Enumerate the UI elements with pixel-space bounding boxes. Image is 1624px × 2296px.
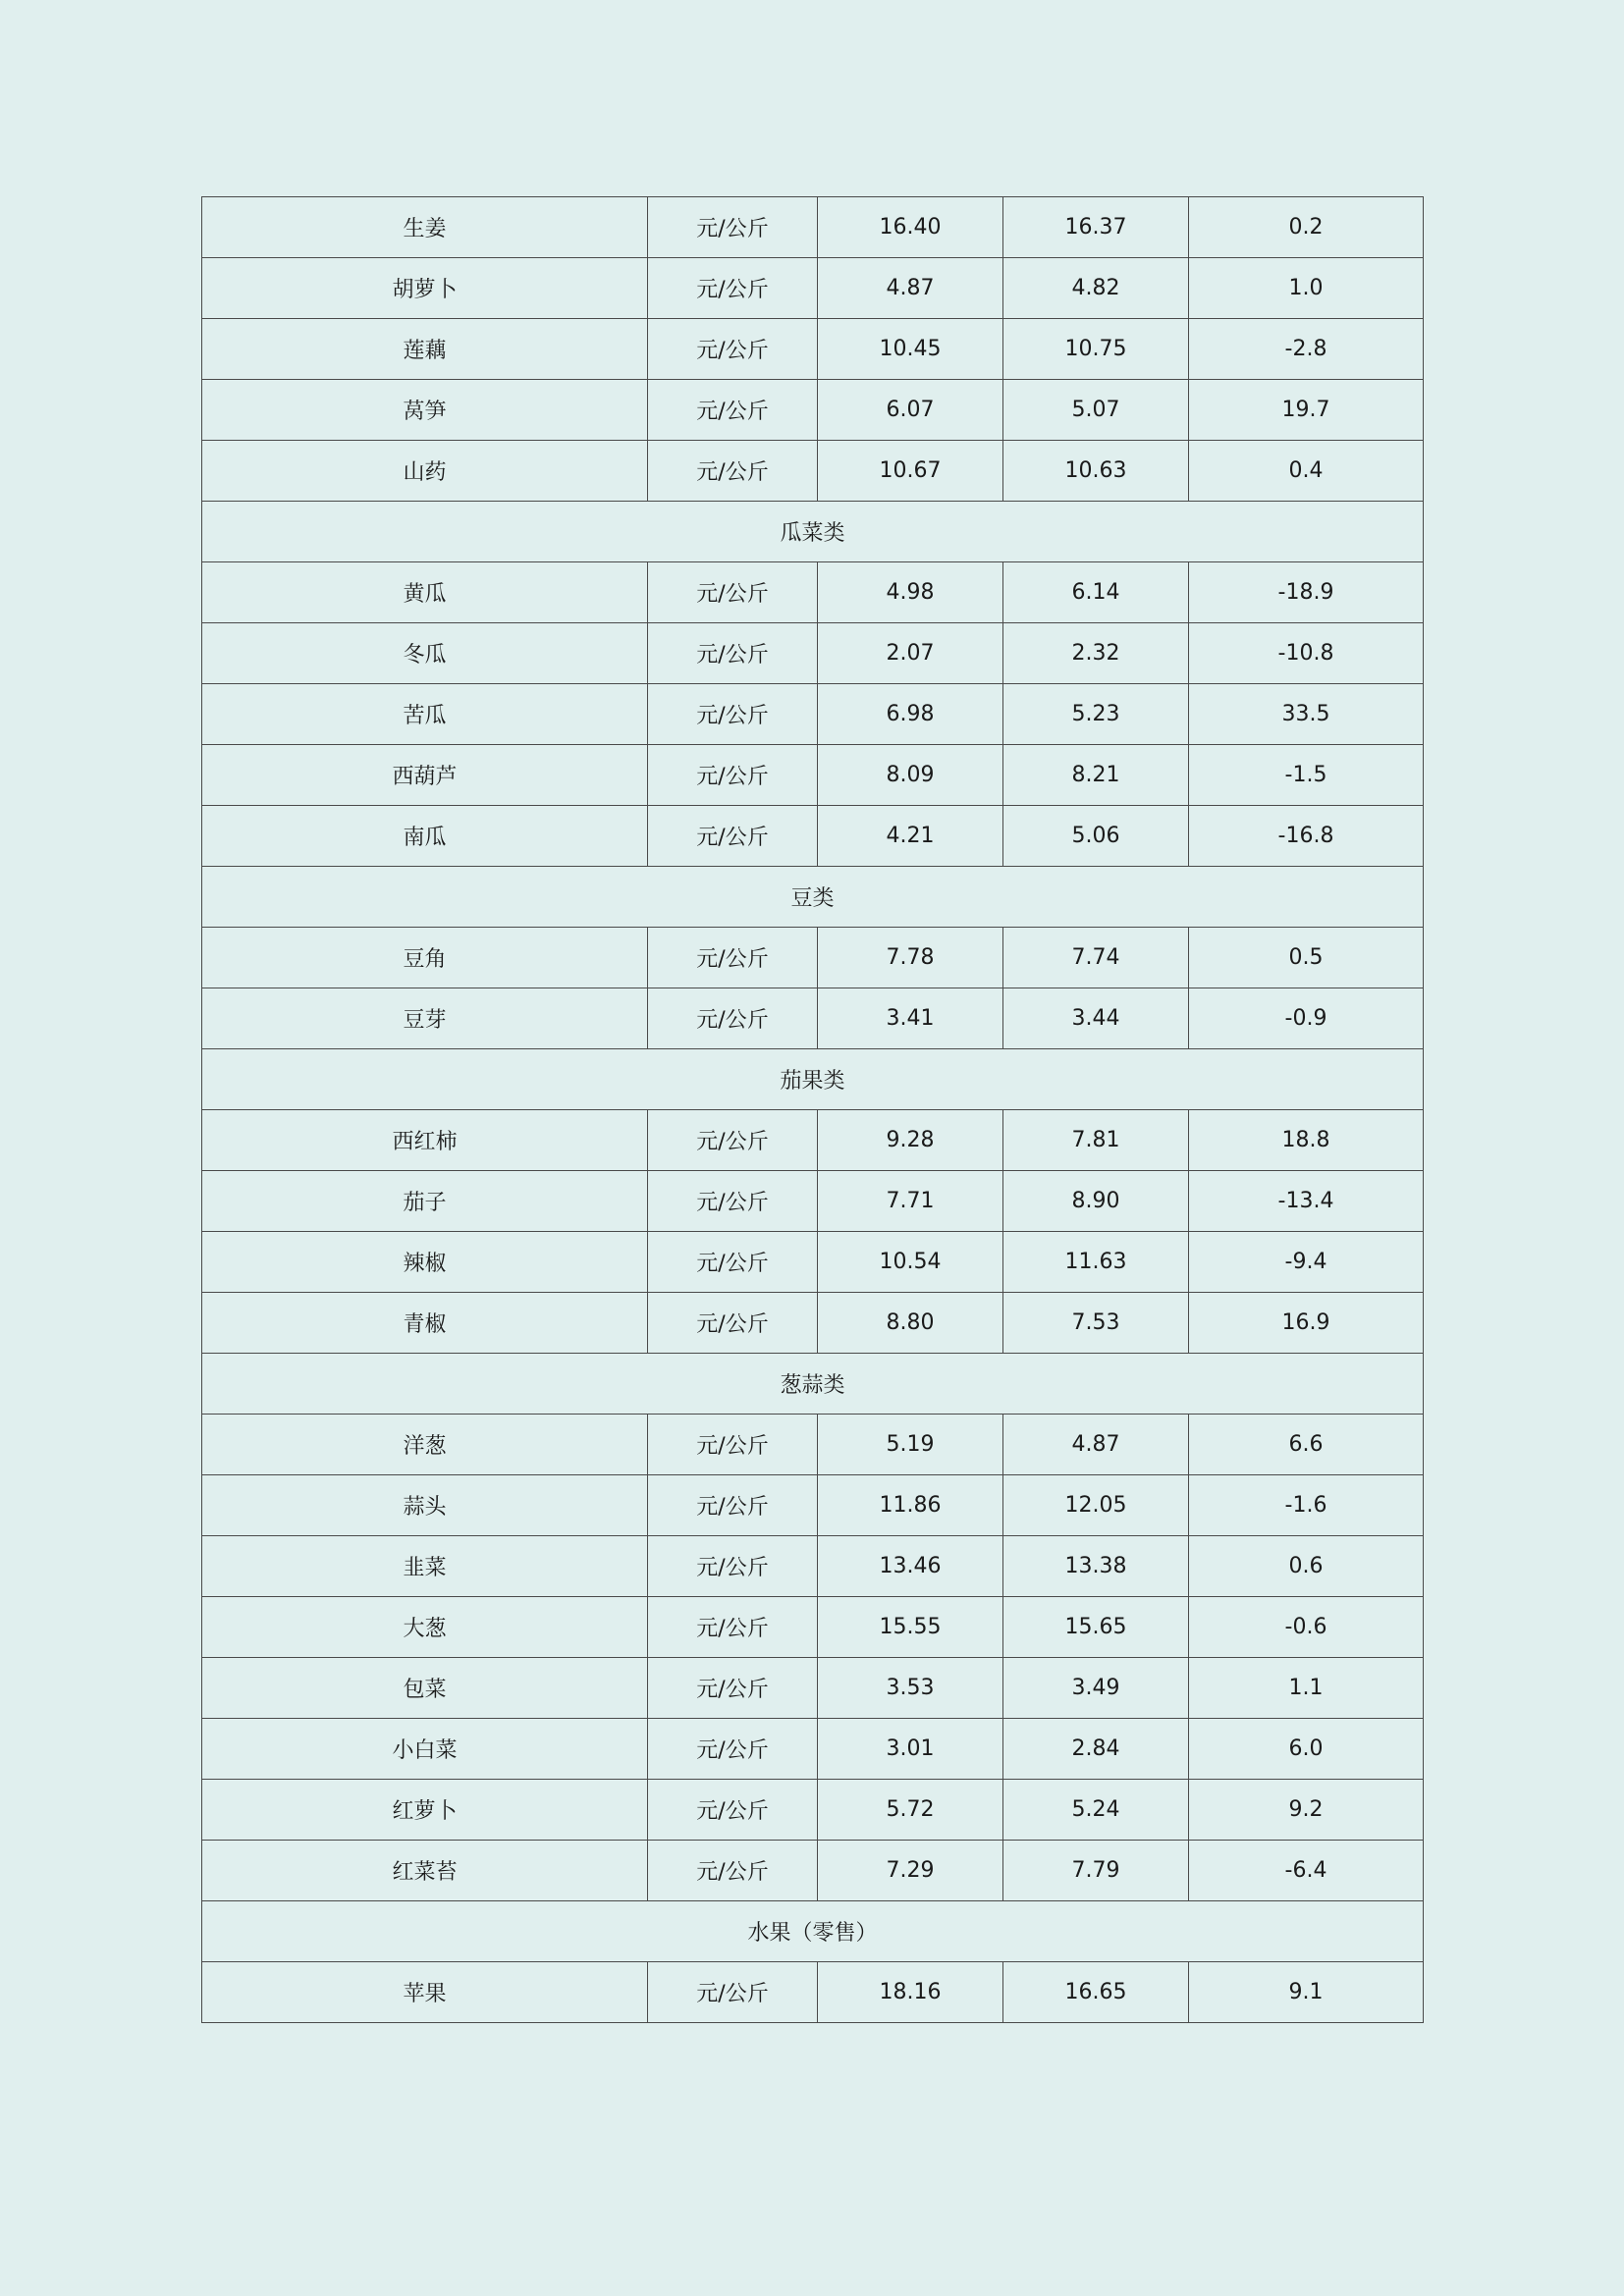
change-percent-cell: 1.1 [1189, 1658, 1424, 1719]
unit-cell: 元/公斤 [648, 623, 818, 684]
change-percent-cell: -0.6 [1189, 1597, 1424, 1658]
category-label: 茄果类 [202, 1049, 1424, 1110]
previous-price-cell: 8.21 [1003, 745, 1189, 806]
previous-price-cell: 3.44 [1003, 988, 1189, 1049]
item-name-cell: 韭菜 [202, 1536, 648, 1597]
category-row [202, 1049, 1424, 1110]
unit-cell: 元/公斤 [648, 1232, 818, 1293]
previous-price-cell: 5.06 [1003, 806, 1189, 867]
item-name-cell: 生姜 [202, 197, 648, 258]
change-percent-cell: 9.1 [1189, 1962, 1424, 2023]
unit-cell: 元/公斤 [648, 1415, 818, 1475]
item-name-cell: 胡萝卜 [202, 258, 648, 319]
current-price-cell: 16.40 [818, 197, 1003, 258]
unit-cell: 元/公斤 [648, 745, 818, 806]
current-price-cell: 4.98 [818, 562, 1003, 623]
unit-cell: 元/公斤 [648, 1780, 818, 1841]
category-row [202, 1354, 1424, 1415]
previous-price-cell: 11.63 [1003, 1232, 1189, 1293]
unit-cell: 元/公斤 [648, 258, 818, 319]
previous-price-cell: 10.75 [1003, 319, 1189, 380]
item-name-cell: 小白菜 [202, 1719, 648, 1780]
change-percent-cell: 0.2 [1189, 197, 1424, 258]
table-row [202, 1415, 1424, 1475]
table-row [202, 988, 1424, 1049]
table-row [202, 1841, 1424, 1901]
unit-cell: 元/公斤 [648, 1658, 818, 1719]
change-percent-cell: -18.9 [1189, 562, 1424, 623]
unit-cell: 元/公斤 [648, 197, 818, 258]
current-price-cell: 4.87 [818, 258, 1003, 319]
current-price-cell: 15.55 [818, 1597, 1003, 1658]
previous-price-cell: 5.07 [1003, 380, 1189, 441]
current-price-cell: 7.71 [818, 1171, 1003, 1232]
current-price-cell: 6.98 [818, 684, 1003, 745]
previous-price-cell: 5.24 [1003, 1780, 1189, 1841]
unit-cell: 元/公斤 [648, 1475, 818, 1536]
previous-price-cell: 7.74 [1003, 928, 1189, 988]
change-percent-cell: -0.9 [1189, 988, 1424, 1049]
unit-cell: 元/公斤 [648, 1293, 818, 1354]
previous-price-cell: 10.63 [1003, 441, 1189, 502]
price-table-body [202, 197, 1424, 2023]
table-row [202, 1962, 1424, 2023]
item-name-cell: 南瓜 [202, 806, 648, 867]
unit-cell: 元/公斤 [648, 562, 818, 623]
current-price-cell: 13.46 [818, 1536, 1003, 1597]
current-price-cell: 4.21 [818, 806, 1003, 867]
previous-price-cell: 5.23 [1003, 684, 1189, 745]
table-row [202, 441, 1424, 502]
current-price-cell: 7.78 [818, 928, 1003, 988]
previous-price-cell: 15.65 [1003, 1597, 1189, 1658]
table-row [202, 1719, 1424, 1780]
current-price-cell: 11.86 [818, 1475, 1003, 1536]
item-name-cell: 莴笋 [202, 380, 648, 441]
previous-price-cell: 2.32 [1003, 623, 1189, 684]
item-name-cell: 冬瓜 [202, 623, 648, 684]
current-price-cell: 8.09 [818, 745, 1003, 806]
category-row [202, 1901, 1424, 1962]
change-percent-cell: 1.0 [1189, 258, 1424, 319]
category-label: 水果（零售） [202, 1901, 1424, 1962]
change-percent-cell: -16.8 [1189, 806, 1424, 867]
item-name-cell: 苹果 [202, 1962, 648, 2023]
item-name-cell: 豆角 [202, 928, 648, 988]
unit-cell: 元/公斤 [648, 380, 818, 441]
previous-price-cell: 6.14 [1003, 562, 1189, 623]
table-row [202, 1658, 1424, 1719]
current-price-cell: 8.80 [818, 1293, 1003, 1354]
current-price-cell: 5.72 [818, 1780, 1003, 1841]
current-price-cell: 6.07 [818, 380, 1003, 441]
unit-cell: 元/公斤 [648, 1536, 818, 1597]
change-percent-cell: 6.6 [1189, 1415, 1424, 1475]
change-percent-cell: 0.4 [1189, 441, 1424, 502]
unit-cell: 元/公斤 [648, 1171, 818, 1232]
current-price-cell: 2.07 [818, 623, 1003, 684]
item-name-cell: 豆芽 [202, 988, 648, 1049]
change-percent-cell: -9.4 [1189, 1232, 1424, 1293]
category-label: 葱蒜类 [202, 1354, 1424, 1415]
category-label: 豆类 [202, 867, 1424, 928]
item-name-cell: 蒜头 [202, 1475, 648, 1536]
previous-price-cell: 7.81 [1003, 1110, 1189, 1171]
unit-cell: 元/公斤 [648, 684, 818, 745]
item-name-cell: 红萝卜 [202, 1780, 648, 1841]
previous-price-cell: 8.90 [1003, 1171, 1189, 1232]
current-price-cell: 9.28 [818, 1110, 1003, 1171]
table-row [202, 1780, 1424, 1841]
previous-price-cell: 3.49 [1003, 1658, 1189, 1719]
current-price-cell: 10.54 [818, 1232, 1003, 1293]
table-row [202, 623, 1424, 684]
current-price-cell: 10.45 [818, 319, 1003, 380]
change-percent-cell: 0.5 [1189, 928, 1424, 988]
unit-cell: 元/公斤 [648, 806, 818, 867]
item-name-cell: 大葱 [202, 1597, 648, 1658]
change-percent-cell: 9.2 [1189, 1780, 1424, 1841]
table-row [202, 197, 1424, 258]
unit-cell: 元/公斤 [648, 988, 818, 1049]
table-row [202, 319, 1424, 380]
table-row [202, 1232, 1424, 1293]
item-name-cell: 包菜 [202, 1658, 648, 1719]
category-label: 瓜菜类 [202, 502, 1424, 562]
item-name-cell: 莲藕 [202, 319, 648, 380]
table-row [202, 1171, 1424, 1232]
current-price-cell: 5.19 [818, 1415, 1003, 1475]
table-row [202, 684, 1424, 745]
item-name-cell: 辣椒 [202, 1232, 648, 1293]
unit-cell: 元/公斤 [648, 1597, 818, 1658]
item-name-cell: 苦瓜 [202, 684, 648, 745]
current-price-cell: 3.01 [818, 1719, 1003, 1780]
item-name-cell: 红菜苔 [202, 1841, 648, 1901]
category-row [202, 502, 1424, 562]
previous-price-cell: 13.38 [1003, 1536, 1189, 1597]
current-price-cell: 3.53 [818, 1658, 1003, 1719]
item-name-cell: 西葫芦 [202, 745, 648, 806]
change-percent-cell: -1.5 [1189, 745, 1424, 806]
unit-cell: 元/公斤 [648, 1719, 818, 1780]
previous-price-cell: 12.05 [1003, 1475, 1189, 1536]
previous-price-cell: 16.65 [1003, 1962, 1189, 2023]
unit-cell: 元/公斤 [648, 1841, 818, 1901]
table-row [202, 562, 1424, 623]
table-row [202, 806, 1424, 867]
current-price-cell: 3.41 [818, 988, 1003, 1049]
change-percent-cell: -1.6 [1189, 1475, 1424, 1536]
item-name-cell: 山药 [202, 441, 648, 502]
unit-cell: 元/公斤 [648, 1962, 818, 2023]
table-row [202, 1597, 1424, 1658]
change-percent-cell: -6.4 [1189, 1841, 1424, 1901]
change-percent-cell: 16.9 [1189, 1293, 1424, 1354]
change-percent-cell: -2.8 [1189, 319, 1424, 380]
table-row [202, 928, 1424, 988]
previous-price-cell: 4.87 [1003, 1415, 1189, 1475]
category-row [202, 867, 1424, 928]
change-percent-cell: -10.8 [1189, 623, 1424, 684]
previous-price-cell: 16.37 [1003, 197, 1189, 258]
unit-cell: 元/公斤 [648, 1110, 818, 1171]
current-price-cell: 7.29 [818, 1841, 1003, 1901]
previous-price-cell: 7.53 [1003, 1293, 1189, 1354]
item-name-cell: 西红柿 [202, 1110, 648, 1171]
unit-cell: 元/公斤 [648, 319, 818, 380]
table-row [202, 380, 1424, 441]
table-row [202, 1475, 1424, 1536]
unit-cell: 元/公斤 [648, 441, 818, 502]
change-percent-cell: 33.5 [1189, 684, 1424, 745]
change-percent-cell: 0.6 [1189, 1536, 1424, 1597]
change-percent-cell: 18.8 [1189, 1110, 1424, 1171]
item-name-cell: 青椒 [202, 1293, 648, 1354]
change-percent-cell: -13.4 [1189, 1171, 1424, 1232]
unit-cell: 元/公斤 [648, 928, 818, 988]
previous-price-cell: 7.79 [1003, 1841, 1189, 1901]
current-price-cell: 18.16 [818, 1962, 1003, 2023]
price-table [201, 196, 1424, 2023]
table-row [202, 745, 1424, 806]
table-row [202, 1536, 1424, 1597]
current-price-cell: 10.67 [818, 441, 1003, 502]
previous-price-cell: 4.82 [1003, 258, 1189, 319]
previous-price-cell: 2.84 [1003, 1719, 1189, 1780]
table-row [202, 1293, 1424, 1354]
item-name-cell: 洋葱 [202, 1415, 648, 1475]
table-row [202, 258, 1424, 319]
item-name-cell: 茄子 [202, 1171, 648, 1232]
change-percent-cell: 6.0 [1189, 1719, 1424, 1780]
change-percent-cell: 19.7 [1189, 380, 1424, 441]
table-row [202, 1110, 1424, 1171]
item-name-cell: 黄瓜 [202, 562, 648, 623]
